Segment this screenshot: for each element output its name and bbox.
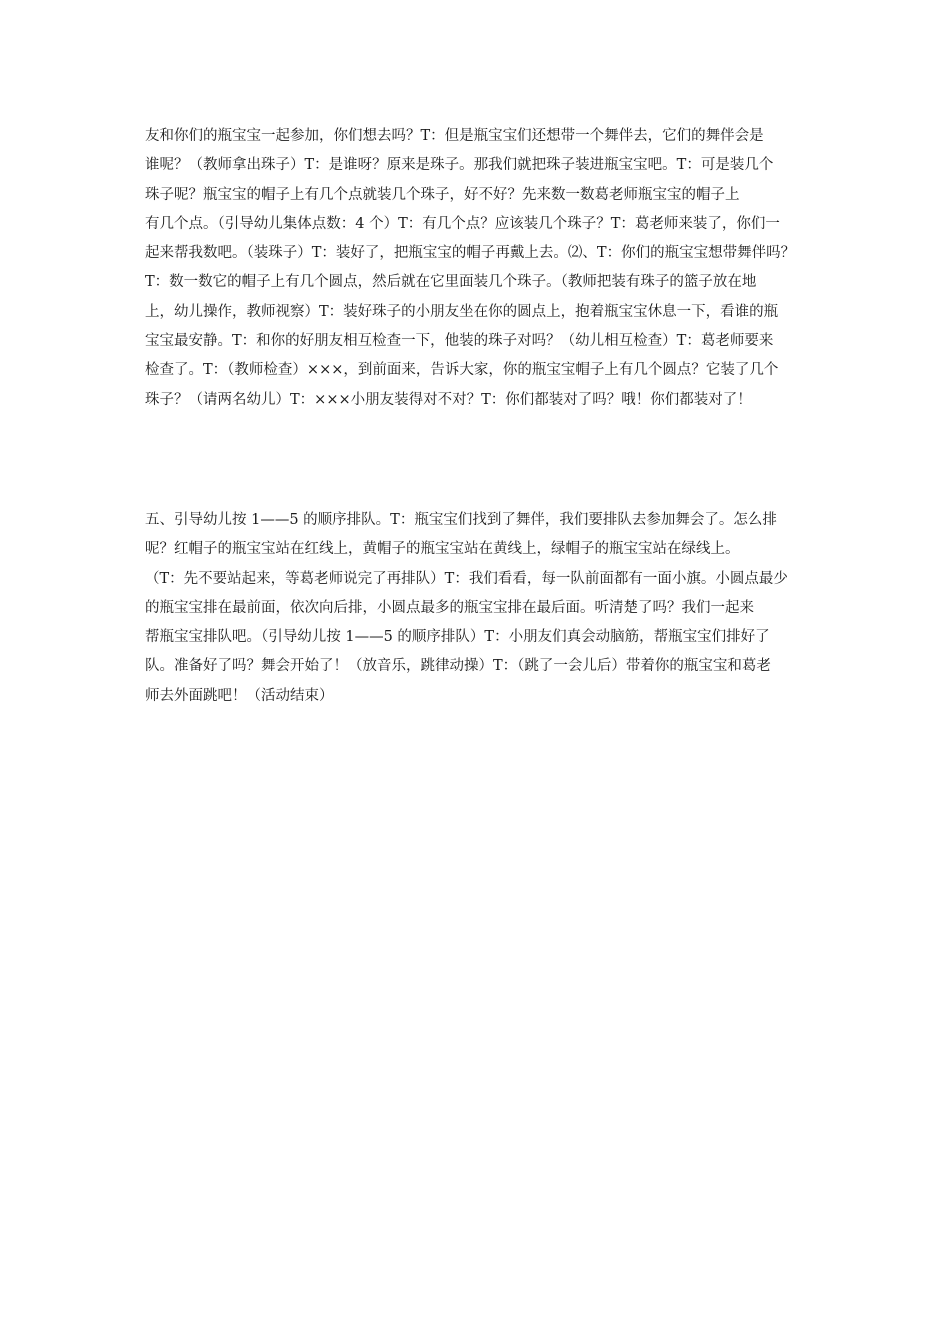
- text-line: 检查了。T：（教师检查）×××，到前面来，告诉大家，你的瓶宝宝帽子上有几个圆点？它装了几个: [145, 362, 779, 379]
- text-line: 友和你们的瓶宝宝一起参加，你们想去吗？T：但是瓶宝宝们还想带一个舞伴去，它们的舞伴会是: [145, 128, 764, 144]
- text-line: （T：先不要站起来，等葛老师说完了再排队）T：我们看看，每一队前面都有一面小旗。小圆点最少: [145, 570, 788, 587]
- paragraph-section-five: [145, 506, 810, 711]
- text-line: 五、引导幼儿按 1——5 的顺序排队。T：瓶宝宝们找到了舞伴，我们要排队去参加舞会了。怎么排: [145, 512, 777, 528]
- text-line: T：数一数它的帽子上有几个圆点，然后就在它里面装几个珠子。（教师把装有珠子的篮子放在地: [145, 274, 757, 291]
- text-line: 起来帮我数吧。（装珠子）T：装好了，把瓶宝宝的帽子再戴上去。⑵、T：你们的瓶宝宝想带舞伴吗？: [145, 245, 796, 262]
- paragraph-bead-activity: [145, 122, 810, 415]
- text-line: 上，幼儿操作，教师视察）T：装好珠子的小朋友坐在你的圆点上，抱着瓶宝宝休息一下，看谁的瓶: [145, 303, 779, 320]
- text-line: 宝宝最安静。T：和你的好朋友相互检查一下，他装的珠子对吗？（幼儿相互检查）T：葛老师要来: [145, 333, 774, 350]
- text-line: 有几个点。（引导幼儿集体点数：4 个）T：有几个点？应该装几个珠子？T：葛老师来装了，你们一: [145, 215, 780, 232]
- text-line: 的瓶宝宝排在最前面，依次向后排，小圆点最多的瓶宝宝排在最后面。听清楚了吗？我们一起来: [145, 599, 754, 616]
- text-line: 帮瓶宝宝排队吧。（引导幼儿按 1——5 的顺序排队）T：小朋友们真会动脑筋，帮瓶宝宝们排好了: [145, 629, 770, 646]
- text-line: 珠子呢？瓶宝宝的帽子上有几个点就装几个珠子，好不好？先来数一数葛老师瓶宝宝的帽子上: [145, 186, 740, 203]
- text-line: 谁呢？（教师拿出珠子）T：是谁呀？原来是珠子。那我们就把珠子装进瓶宝宝吧。T：可是装几个: [145, 157, 774, 174]
- text-line: 珠子？（请两名幼儿）T：×××小朋友装得对不对？T：你们都装对了吗？哦！你们都装对了！: [145, 391, 752, 408]
- text-line: 呢？红帽子的瓶宝宝站在红线上，黄帽子的瓶宝宝站在黄线上，绿帽子的瓶宝宝站在绿线上。: [145, 541, 740, 558]
- text-line: 队。准备好了吗？舞会开始了！（放音乐，跳律动操）T：（跳了一会儿后）带着你的瓶宝宝和葛老: [145, 658, 771, 675]
- text-line: 师去外面跳吧！（活动结束）: [145, 687, 334, 704]
